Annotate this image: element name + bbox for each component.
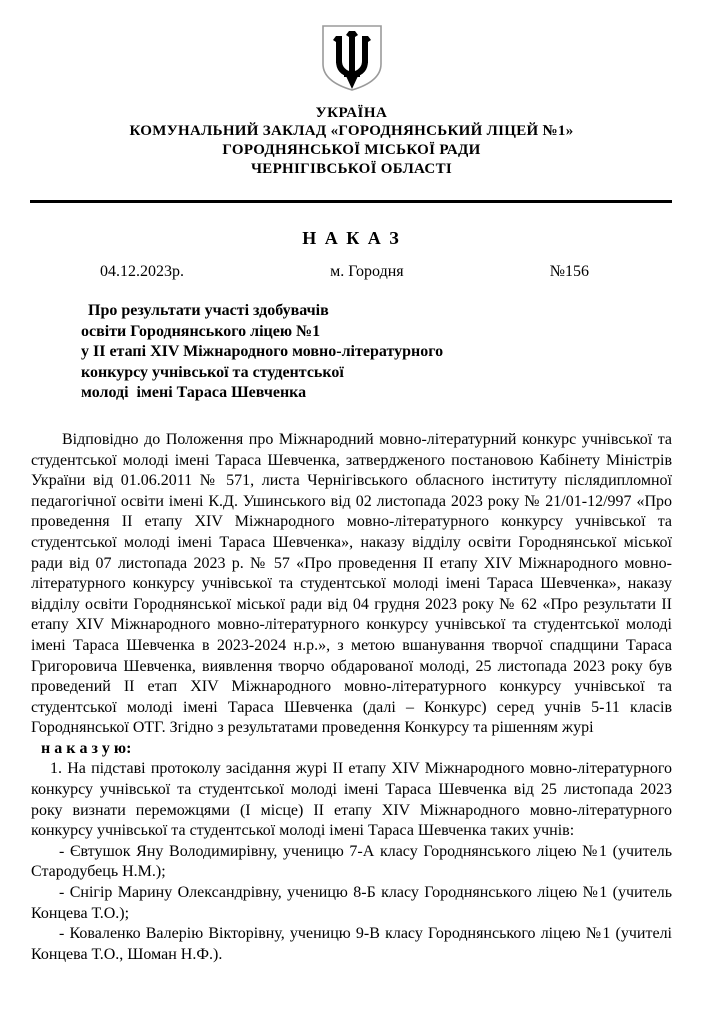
header-divider	[30, 200, 672, 203]
order-place: м. Городня	[330, 263, 404, 280]
order-title: Н А К А З	[302, 228, 401, 248]
winner-entry-1: - Євтушок Яну Володимирівну, ученицю 7-А класу Городнянського ліцею №1 (учитель Стародубець Н.М.);	[31, 842, 672, 881]
subject-line: освіти Городнянського ліцею №1	[81, 322, 321, 340]
order-item-1: 1. На підставі протоколу засідання журі ІІ етапу XIV Міжнародного мовно-літературного конкурсу учнівської та студентської молоді імені Тараса Шевченка від 25 листопада 2023 року визнати переможцями (І місце) ІІ етапу XIV Міжнародного мовно-літературного конкурсу учнівської та студентської молоді імені Тараса Шевченка таких учнів:	[31, 760, 672, 840]
winner-entry-2: - Снігір Марину Олександрівну, ученицю 8-Б класу Городнянського ліцею №1 (учитель Концева Т.О.);	[31, 884, 672, 922]
preamble-paragraph: Відповідно до Положення про Міжнародний мовно-літературний конкурс учнівської та студентської молоді імені Тараса Шевченка, затвердженого постановою Кабінету Міністрів України від 01.06.2011 № 571, листа Чернігівського обласного інституту післядипломної педагогічної освіти імені К.Д. Ушинського від 02 листопада 2023 року № 21/01-12/997 «Про проведення ІІ етапу XIV Міжнародного мовно-літературного конкурсу учнівської та студентської молоді імені Тараса Шевченка», наказу відділу освіти Городнянської міської ради від 07 листопада 2023 р. № 57 «Про проведення ІІ етапу XIV Міжнародного мовно-літературного конкурсу учнівської та студентської молоді імені Тараса Шевченка», наказу відділу освіти Городнянської міської ради від 04 грудня 2023 року № 62 «Про результати ІІ етапу XIV Міжнародного мовно-літературного конкурсу учнівської та студентської молоді імені Тараса Шевченка в 2023-2024 н.р.», з метою вшанування творчої спадщини Тараса Григоровича Шевченка, виявлення творчо обдарованої молоді, 25 листопада 2023 року був проведений ІІ етап XIV Міжнародного мовно-літературного конкурсу учнівської та студентської молоді імені Тараса Шевченка (далі – Конкурс) серед учнів 5-11 класів Городнянської ОТГ. Згідно з результатами проведення Конкурсу та рішенням журі	[31, 430, 672, 737]
subject-line: Про результати участі здобувачів	[88, 302, 329, 319]
subject-line: конкурсу учнівської та студентської	[81, 363, 344, 381]
order-subject	[81, 301, 672, 404]
order-date: 04.12.2023р.	[100, 263, 184, 280]
order-meta-row	[31, 261, 672, 282]
coat-of-arms-tryzub-icon	[320, 24, 384, 92]
org-name-line3: ЧЕРНІГІВСЬКОЇ ОБЛАСТІ	[250, 161, 453, 177]
order-number: №156	[549, 263, 589, 280]
winner-entry-3: - Коваленко Валерію Вікторівну, ученицю 9-В класу Городнянського ліцею №1 (учителі Концева Т.О., Шоман Н.Ф.).	[31, 925, 672, 963]
subject-line: молоді імені Тараса Шевченка	[81, 384, 307, 402]
country-name: УКРАЇНА	[315, 105, 388, 121]
subject-line: у ІІ етапі XIV Міжнародного мовно-літературного	[81, 343, 444, 361]
org-name-line1: КОМУНАЛЬНИЙ ЗАКЛАД «ГОРОДНЯНСЬКИЙ ЛІЦЕЙ №1»	[129, 123, 574, 139]
org-name-line2: ГОРОДНЯНСЬКОЇ МІСЬКОЇ РАДИ	[222, 142, 481, 158]
decree-word: н а к а з у ю:	[41, 739, 132, 757]
